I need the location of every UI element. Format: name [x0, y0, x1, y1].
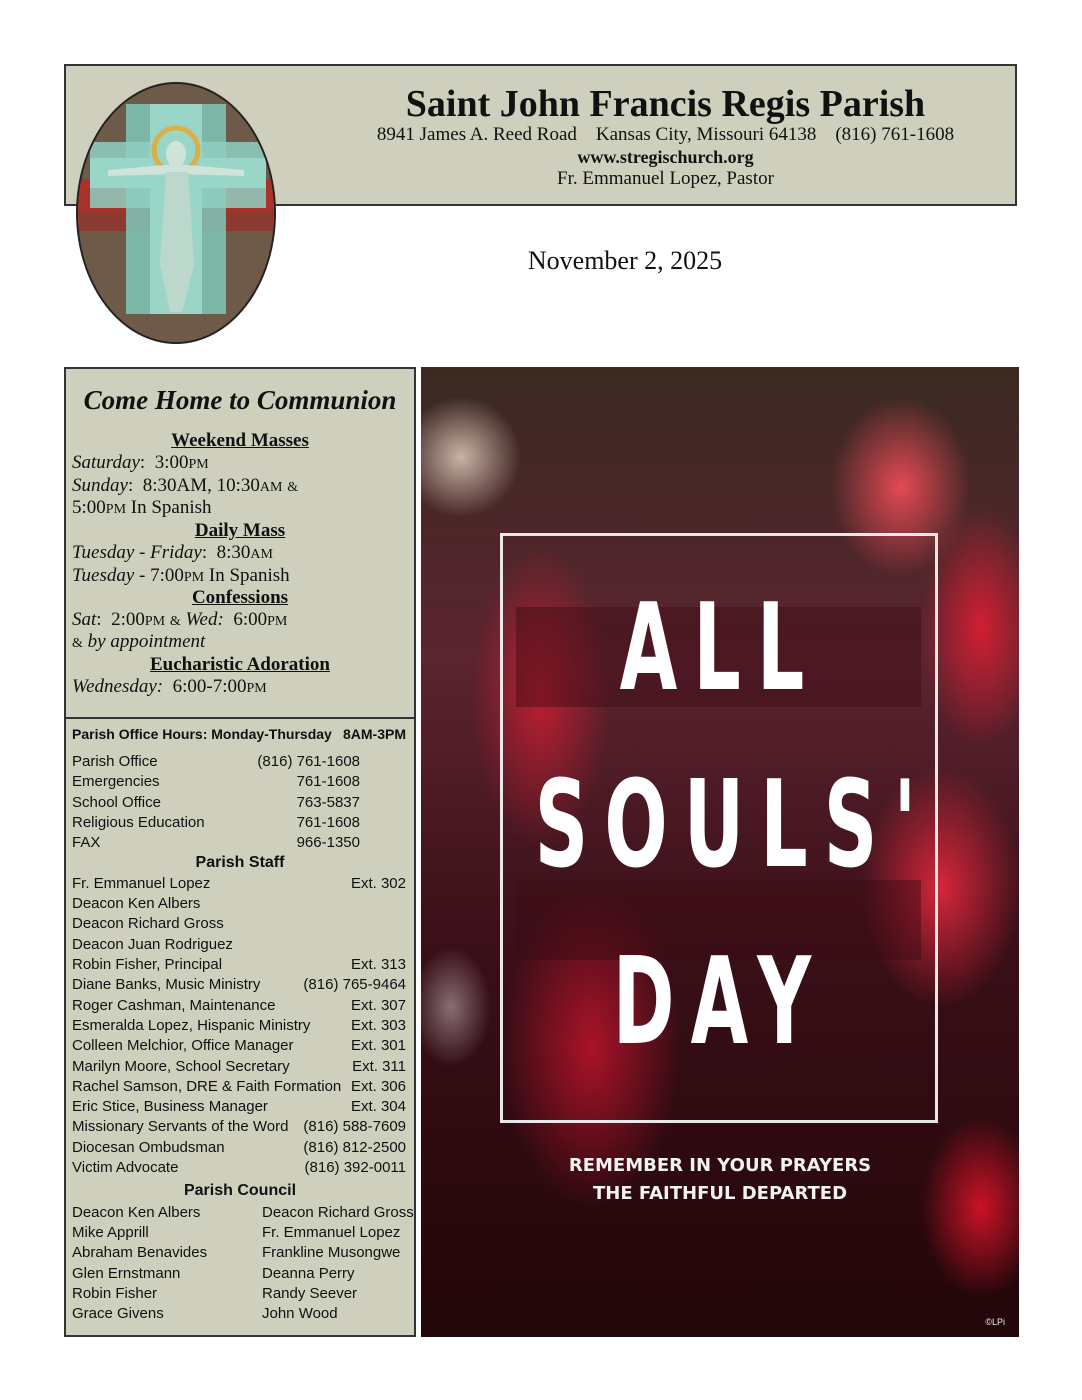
- confessions-heading: Confessions: [191, 587, 289, 608]
- sunday-spanish-time: 5:00: [72, 497, 106, 518]
- phone-number-row-label: Emergencies: [72, 773, 160, 791]
- parish-website[interactable]: www.stregischurch.org: [577, 147, 754, 167]
- sunday-label: Sunday: [72, 475, 128, 496]
- phone-number-row-value: 763-5837: [296, 793, 360, 811]
- staff-row: [72, 1139, 408, 1159]
- council-member: Randy Seever: [262, 1284, 358, 1302]
- council-member: Mike Apprill: [72, 1223, 149, 1241]
- spanish-note: In Spanish: [130, 497, 212, 518]
- office-hours-value: 8AM-3PM: [343, 726, 407, 742]
- pm-suffix: PM: [183, 570, 205, 585]
- phone-number-row: [72, 773, 408, 793]
- bulletin-date: November 2, 2025: [527, 246, 723, 275]
- adoration-day: Wednesday:: [72, 676, 164, 697]
- staff-row: [72, 1078, 408, 1098]
- council-member: Grace Givens: [72, 1305, 164, 1323]
- phone-number-row-label: FAX: [72, 834, 101, 852]
- staff-row-label: Marilyn Moore, School Secretary: [72, 1057, 290, 1075]
- confession-appointment: [72, 631, 205, 653]
- council-row: [72, 1224, 408, 1244]
- tuesday-time: - 7:00: [139, 565, 184, 586]
- staff-row-value: Ext. 302: [350, 874, 406, 892]
- poster-title-line1: ALL: [619, 579, 821, 718]
- daily-mass-heading: Daily Mass: [194, 520, 286, 541]
- adoration-heading: Eucharistic Adoration: [150, 654, 330, 675]
- staff-row: [72, 1058, 408, 1078]
- staff-row-label: Eric Stice, Business Manager: [72, 1098, 268, 1116]
- appointment-note: by appointment: [87, 631, 206, 652]
- council-row: [72, 1265, 408, 1285]
- council-member: Abraham Benavides: [72, 1244, 208, 1262]
- parish-pastor: Fr. Emmanuel Lopez, Pastor: [557, 168, 774, 189]
- phone-number-row: [72, 753, 408, 773]
- sunday-time-1: 8:30: [142, 475, 177, 496]
- tuesday-label: Tuesday: [72, 565, 135, 586]
- sunday-mass: Sunday: 8:30AM, 10:30AM &: [72, 475, 299, 496]
- am-suffix: AM: [250, 547, 273, 562]
- staff-row-label: Roger Cashman, Maintenance: [72, 996, 276, 1014]
- info-sidebar: [64, 367, 416, 1337]
- staff-row-value: Ext. 304: [350, 1098, 406, 1116]
- phone-number-row-value: (816) 761-1608: [257, 753, 360, 770]
- staff-row-label: Colleen Melchior, Office Manager: [72, 1037, 294, 1055]
- adoration-time: 6:00-7:00: [172, 676, 247, 697]
- confession-times: Sat: 2:00PM & Wed: 6:00PM: [72, 609, 288, 630]
- staff-row-value: (816) 392-0011: [304, 1159, 406, 1176]
- tuesday-spanish-mass: [72, 565, 290, 587]
- staff-row: [72, 997, 408, 1017]
- staff-row: [72, 1037, 408, 1057]
- phone-number-row-value: 761-1608: [296, 813, 360, 831]
- phone-number-row-label: Religious Education: [72, 813, 205, 831]
- crucifix-image: [78, 84, 276, 344]
- staff-row-label: Diane Banks, Music Ministry: [72, 976, 261, 994]
- staff-row-label: Missionary Servants of the Word: [72, 1118, 289, 1136]
- mass-schedule-title: Come Home to Communion: [83, 385, 397, 415]
- staff-row-value: Ext. 311: [352, 1057, 406, 1075]
- poster-title-line3: DAY: [612, 933, 828, 1072]
- staff-row-label: Esmeralda Lopez, Hispanic Ministry: [72, 1016, 311, 1034]
- office-hours: [72, 726, 408, 746]
- staff-row-value: (816) 588-7609: [303, 1118, 406, 1136]
- confession-wed-label: Wed:: [185, 609, 224, 630]
- parish-title: Saint John Francis Regis Parish: [405, 83, 926, 125]
- staff-row: [72, 976, 408, 996]
- ampersand: &: [169, 614, 181, 629]
- all-souls-poster: [421, 367, 1019, 1337]
- ampersand: &: [72, 636, 83, 651]
- staff-row: [72, 895, 408, 915]
- weekend-masses-heading: Weekend Masses: [171, 430, 309, 451]
- council-row: [72, 1244, 408, 1264]
- staff-row-label: Fr. Emmanuel Lopez: [72, 874, 211, 892]
- council-member: Deacon Ken Albers: [72, 1203, 201, 1221]
- phone-number-row-label: School Office: [72, 793, 161, 811]
- staff-row: [72, 1098, 408, 1118]
- council-member: Fr. Emmanuel Lopez: [262, 1223, 401, 1241]
- staff-row: [72, 956, 408, 976]
- council-member: John Wood: [262, 1305, 338, 1323]
- pm-suffix: PM: [105, 502, 127, 517]
- staff-row: [72, 1017, 408, 1037]
- pm-suffix: PM: [246, 681, 267, 696]
- poster-subtitle-line2: THE FAITHFUL DEPARTED: [592, 1183, 848, 1204]
- staff-row-value: (816) 812-2500: [303, 1138, 406, 1156]
- confession-sat-label: Sat: [72, 609, 97, 630]
- council-row: [72, 1305, 408, 1325]
- staff-row-value: Ext. 307: [350, 996, 406, 1014]
- weekday-mass: Tuesday - Friday: 8:30AM: [72, 542, 273, 563]
- phone-number-row-label: Parish Office: [72, 753, 158, 770]
- staff-row: [72, 1118, 408, 1138]
- pm-suffix: PM: [144, 614, 166, 629]
- weekday-time: 8:30: [216, 542, 251, 563]
- saturday-mass: Saturday: 3:00PM: [72, 452, 209, 473]
- spanish-note: In Spanish: [208, 565, 290, 586]
- sunday-time-2: 10:30: [216, 475, 260, 496]
- poster-subtitle-line1: REMEMBER IN YOUR PRAYERS: [568, 1155, 872, 1176]
- poster-credit: ©LPi: [985, 1317, 1005, 1327]
- staff-row-value: Ext. 306: [350, 1077, 406, 1095]
- saturday-label: Saturday: [72, 452, 140, 473]
- staff-row-label: Diocesan Ombudsman: [72, 1138, 225, 1156]
- phone-number-row-value: 761-1608: [296, 773, 360, 791]
- parish-staff-heading: Parish Staff: [195, 853, 285, 871]
- parish-address: 8941 James A. Reed Road Kansas City, Missouri 64138 (816) 761-1608: [376, 124, 955, 145]
- pm-suffix: PM: [267, 614, 288, 629]
- staff-row: [72, 936, 408, 956]
- staff-row: [72, 875, 408, 895]
- am-suffix: AM: [259, 480, 283, 495]
- phone-number-row: [72, 814, 408, 834]
- confession-wed-time: 6:00: [233, 609, 268, 630]
- phone-number-row: [72, 834, 408, 854]
- pm-suffix: PM: [188, 457, 209, 472]
- staff-row-label: Deacon Juan Rodriguez: [72, 935, 233, 953]
- office-hours-label: Parish Office Hours: Monday-Thursday: [72, 726, 332, 742]
- staff-row-value: (816) 765-9464: [303, 976, 406, 994]
- council-row: [72, 1203, 414, 1224]
- am-suffix: AM: [176, 475, 208, 496]
- phone-number-row-value: 966-1350: [296, 834, 360, 852]
- staff-row-label: Victim Advocate: [72, 1159, 179, 1176]
- staff-row: [72, 1159, 408, 1179]
- mass-schedule: [66, 369, 414, 719]
- saturday-time: 3:00: [154, 452, 189, 473]
- staff-row: [72, 915, 408, 935]
- ampersand: &: [287, 480, 299, 495]
- staff-row-label: Rachel Samson, DRE & Faith Formation: [72, 1077, 342, 1095]
- staff-row-value: Ext. 301: [350, 1037, 406, 1055]
- adoration-time-line: [72, 676, 267, 698]
- staff-row-value: Ext. 313: [350, 956, 406, 973]
- staff-row-value: Ext. 303: [350, 1016, 406, 1034]
- poster-title-line2: SOULS': [534, 756, 933, 895]
- confession-sat-time: 2:00: [111, 609, 145, 630]
- weekday-label: Tuesday - Friday: [72, 542, 202, 563]
- parish-council-heading: Parish Council: [183, 1182, 297, 1200]
- staff-row-label: Robin Fisher, Principal: [72, 956, 223, 973]
- council-member: Glen Ernstmann: [72, 1264, 181, 1282]
- staff-row-label: Deacon Ken Albers: [72, 895, 201, 913]
- council-member: Deanna Perry: [262, 1264, 355, 1282]
- council-member: Frankline Musongwe: [262, 1244, 401, 1262]
- phone-number-row: [72, 794, 408, 814]
- council-row: [72, 1285, 408, 1305]
- council-member: Deacon Richard Gross: [262, 1203, 414, 1221]
- staff-row-label: Deacon Richard Gross: [72, 915, 224, 933]
- council-member: Robin Fisher: [72, 1284, 158, 1302]
- sunday-spanish-mass: [72, 497, 212, 519]
- crucifix-logo: [76, 82, 276, 344]
